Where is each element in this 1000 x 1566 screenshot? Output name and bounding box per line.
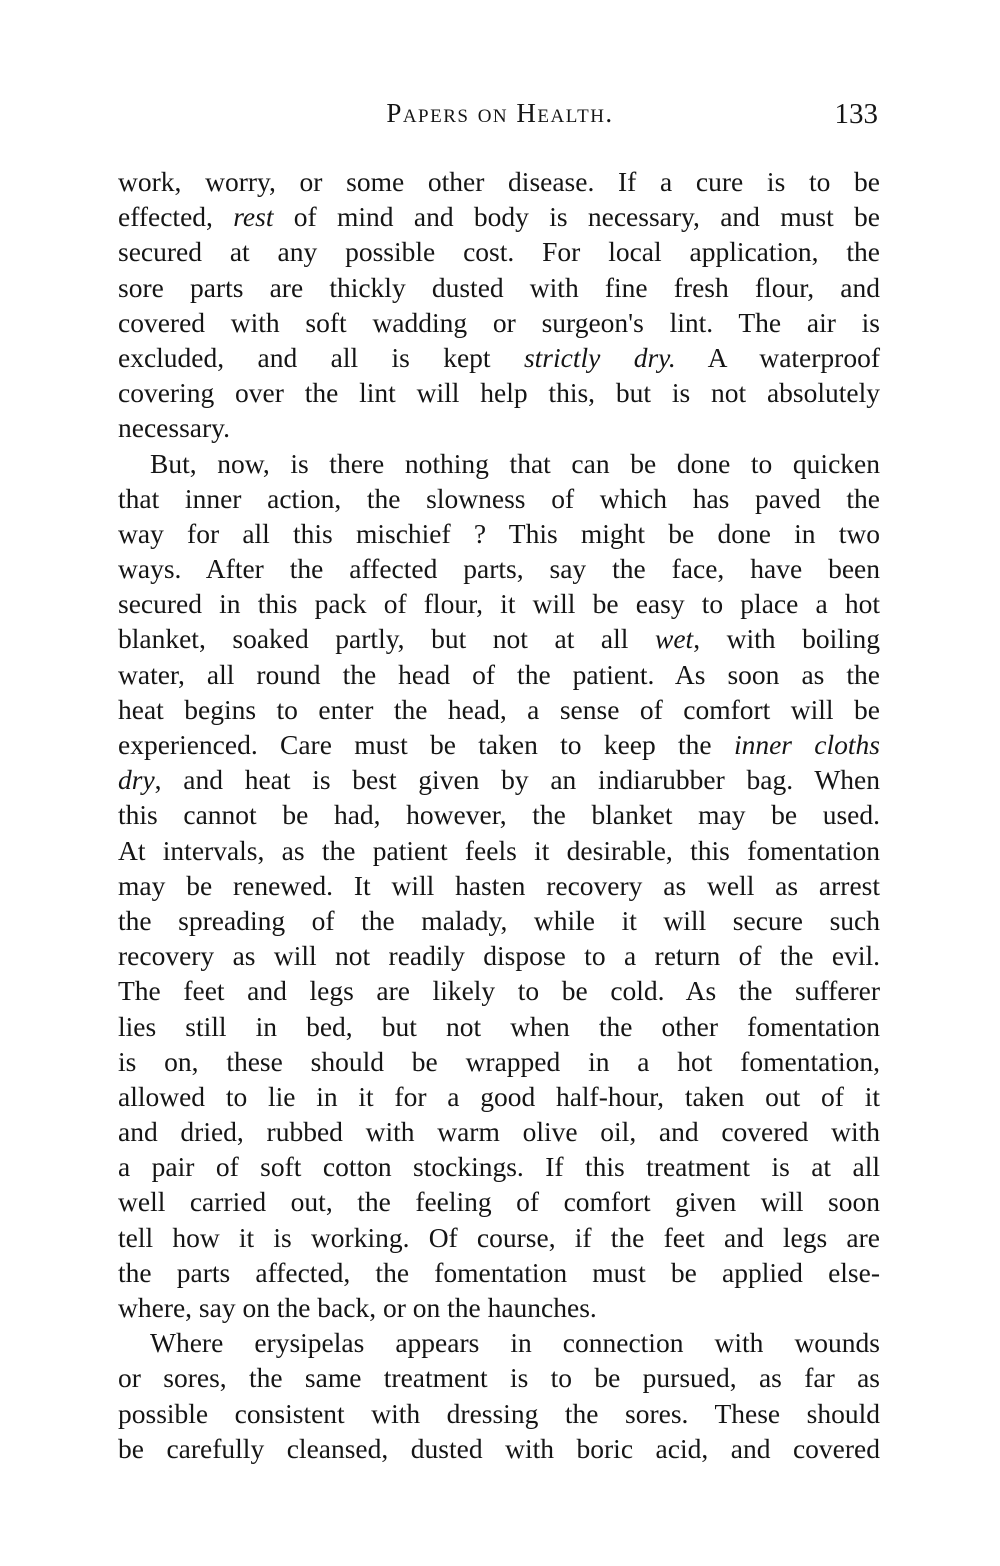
text-segment: well carried out, the feeling of comfort given will soon bbox=[118, 1186, 880, 1218]
text-line bbox=[118, 903, 880, 938]
text-line bbox=[118, 516, 880, 551]
text-segment: But, now, is there nothing that can be done to quicken bbox=[150, 447, 880, 479]
text-line bbox=[118, 1149, 880, 1184]
text-line bbox=[118, 657, 880, 692]
text-line bbox=[118, 833, 880, 868]
text-line bbox=[118, 1396, 880, 1431]
text-segment: this cannot be had, however, the blanket may be used. bbox=[118, 799, 880, 831]
text-line bbox=[118, 1431, 880, 1466]
text-line bbox=[118, 692, 880, 727]
text-segment: experienced. Care must be taken to keep the bbox=[118, 729, 734, 760]
text-segment: work, worry, or some other disease. If a cure is to be bbox=[118, 166, 880, 197]
text-segment: and dried, rubbed with warm olive oil, and covered with bbox=[118, 1116, 880, 1148]
text-segment: the parts affected, the fomentation must be applied else- bbox=[118, 1256, 880, 1288]
text-segment: where, say on the back, or on the haunches. bbox=[118, 1292, 597, 1323]
text-line bbox=[118, 234, 880, 269]
italic-text: strictly dry. bbox=[523, 341, 676, 373]
text-line bbox=[118, 164, 880, 199]
text-segment: the spreading of the malady, while it will secure such bbox=[118, 904, 880, 936]
body-text bbox=[118, 164, 880, 1466]
text-segment: or sores, the same treatment is to be pursued, as far as bbox=[118, 1362, 880, 1394]
text-line bbox=[118, 1255, 880, 1290]
text-segment: secured at any possible cost. For local application, the bbox=[118, 236, 880, 268]
text-line bbox=[118, 1325, 880, 1360]
text-line bbox=[118, 199, 880, 234]
text-segment: recovery as will not readily dispose to a return of the evil. bbox=[118, 940, 880, 972]
text-segment: possible consistent with dressing the sores. These should bbox=[118, 1397, 880, 1429]
text-segment: covered with soft wadding or surgeon's lint. The air is bbox=[118, 306, 880, 338]
text-line bbox=[118, 621, 880, 656]
text-segment: covering over the lint will help this, but is not absolutely bbox=[118, 377, 880, 409]
text-line bbox=[118, 938, 880, 973]
text-line bbox=[118, 410, 880, 445]
text-line bbox=[118, 1184, 880, 1219]
text-line bbox=[118, 446, 880, 481]
text-line bbox=[118, 1009, 880, 1044]
text-segment: a pair of soft cotton stockings. If this treatment is at all bbox=[118, 1151, 880, 1183]
text-segment: that inner action, the slowness of which has paved the bbox=[118, 482, 880, 514]
text-line bbox=[118, 1360, 880, 1395]
text-segment: Where erysipelas appears in connection with wounds bbox=[150, 1327, 880, 1359]
text-line bbox=[118, 1079, 880, 1114]
text-segment: of mind and body is necessary, and must be bbox=[273, 201, 880, 233]
text-segment: ways. After the affected parts, say the face, have been bbox=[118, 553, 880, 585]
text-segment: heat begins to enter the head, a sense of comfort will be bbox=[118, 693, 880, 725]
text-segment: blanket, soaked partly, but not at all bbox=[118, 623, 655, 655]
text-line bbox=[118, 1220, 880, 1255]
text-line bbox=[118, 797, 880, 832]
text-segment: sore parts are thickly dusted with fine fresh flour, and bbox=[118, 271, 880, 303]
text-segment: lies still in bed, but not when the other fomentation bbox=[118, 1010, 880, 1042]
running-head bbox=[0, 96, 1000, 136]
text-segment: way for all this mischief ? This might be done in two bbox=[118, 517, 880, 549]
text-segment: be carefully cleansed, dusted with boric acid, and covered bbox=[118, 1432, 880, 1464]
italic-text: inner cloths bbox=[733, 729, 880, 760]
text-line bbox=[118, 375, 880, 410]
text-segment: excluded, and all is kept bbox=[118, 341, 524, 373]
page-number: 133 bbox=[834, 98, 878, 130]
text-segment: The feet and legs are likely to be cold. As the sufferer bbox=[118, 975, 880, 1007]
text-segment: effected, bbox=[118, 201, 234, 233]
text-segment: necessary. bbox=[118, 412, 230, 444]
text-line bbox=[118, 1044, 880, 1079]
text-line bbox=[118, 727, 880, 762]
text-segment: may be renewed. It will hasten recovery as well as arrest bbox=[118, 869, 880, 901]
text-line bbox=[118, 1290, 880, 1325]
text-line bbox=[118, 340, 880, 375]
text-line bbox=[118, 481, 880, 516]
italic-text: rest bbox=[233, 201, 274, 233]
text-line bbox=[118, 305, 880, 340]
text-line bbox=[118, 762, 880, 797]
text-line bbox=[118, 270, 880, 305]
italic-text: wet bbox=[654, 623, 694, 655]
text-line bbox=[118, 586, 880, 621]
text-segment: , with boiling bbox=[693, 623, 881, 655]
italic-text: dry bbox=[118, 764, 155, 796]
text-segment: , and heat is best given by an indiarubber bag. When bbox=[154, 764, 880, 796]
running-head-title: Papers on Health. bbox=[386, 98, 614, 128]
text-segment: secured in this pack of flour, it will be easy to place a hot bbox=[118, 588, 880, 620]
text-segment: At intervals, as the patient feels it desirable, this fomentation bbox=[118, 834, 880, 866]
text-segment: allowed to lie in it for a good half-hour, taken out of it bbox=[118, 1080, 880, 1112]
text-segment: water, all round the head of the patient. As soon as the bbox=[118, 658, 880, 690]
text-line bbox=[118, 868, 880, 903]
text-segment: is on, these should be wrapped in a hot fomentation, bbox=[118, 1045, 880, 1077]
text-line bbox=[118, 973, 880, 1008]
text-line bbox=[118, 1114, 880, 1149]
text-segment: tell how it is working. Of course, if the feet and legs are bbox=[118, 1221, 880, 1253]
text-line bbox=[118, 551, 880, 586]
text-segment: A waterproof bbox=[675, 341, 880, 373]
